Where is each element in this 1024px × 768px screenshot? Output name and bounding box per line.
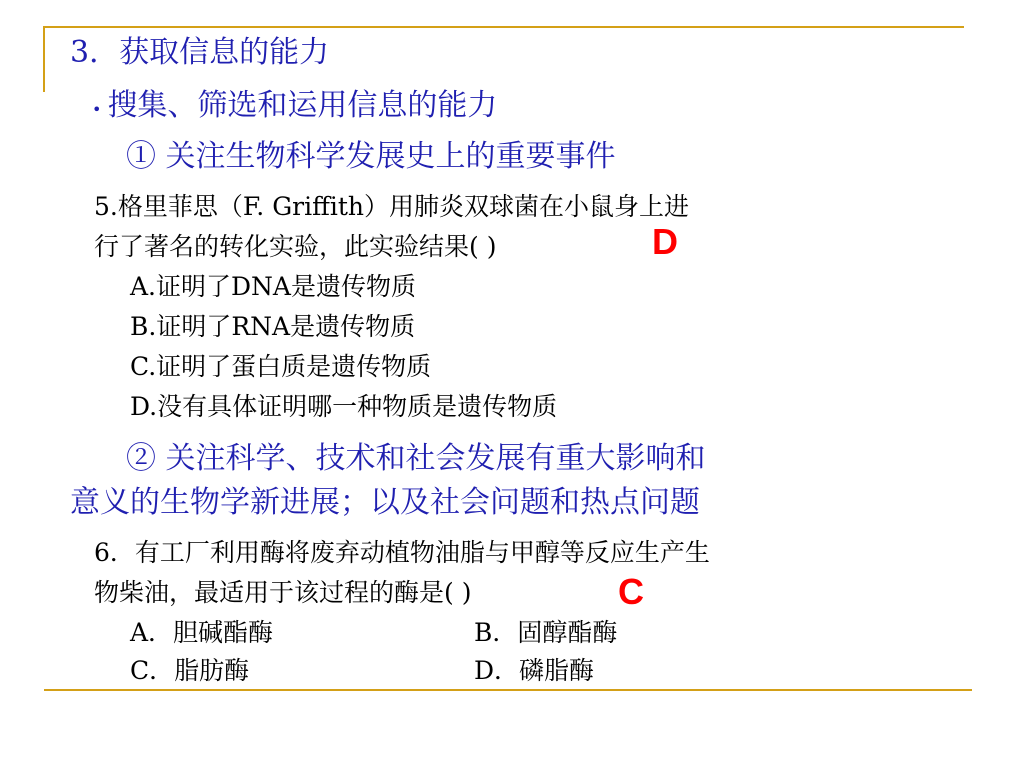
bullet-marker: •: [92, 100, 102, 119]
left-rule: [43, 26, 45, 92]
q5-answer: D: [652, 221, 678, 262]
bullet-text: 搜集、筛选和运用信息的能力: [107, 88, 498, 123]
top-rule: [44, 26, 964, 28]
point-2-line1: ② 关注科学、技术和社会发展有重大影响和: [126, 441, 706, 476]
q6-stem-line1: 6．有工厂利用酶将废弃动植物油脂与甲醇等反应生产生: [94, 538, 710, 567]
bullet-item: [92, 89, 497, 127]
q5-option-c: C.证明了蛋白质是遗传物质: [130, 352, 432, 381]
q5-option-a: A.证明了DNA是遗传物质: [130, 272, 416, 301]
bottom-rule: [44, 689, 972, 691]
q6-option-a: A．胆碱酯酶: [130, 618, 274, 647]
q5-stem-line2: 行了著名的转化实验，此实验结果( ): [94, 232, 497, 261]
q6-answer: C: [618, 571, 644, 612]
section-title: 3．获取信息的能力: [70, 35, 330, 70]
q5-option-d: D.没有具体证明哪一种物质是遗传物质: [130, 392, 558, 421]
q6-option-b: B．固醇酯酶: [474, 618, 618, 647]
q6-option-c: C．脂肪酶: [130, 656, 250, 685]
q6-option-d: D．磷脂酶: [474, 656, 595, 685]
q6-stem-line2: 物柴油，最适用于该过程的酶是( ): [94, 578, 472, 607]
point-1: ① 关注生物科学发展史上的重要事件: [126, 139, 616, 174]
q5-option-b: B.证明了RNA是遗传物质: [130, 312, 416, 341]
q5-stem-line1: 5.格里菲思（F. Griffith）用肺炎双球菌在小鼠身上进: [94, 192, 690, 221]
point-2-line2: 意义的生物学新进展；以及社会问题和热点问题: [70, 485, 700, 520]
